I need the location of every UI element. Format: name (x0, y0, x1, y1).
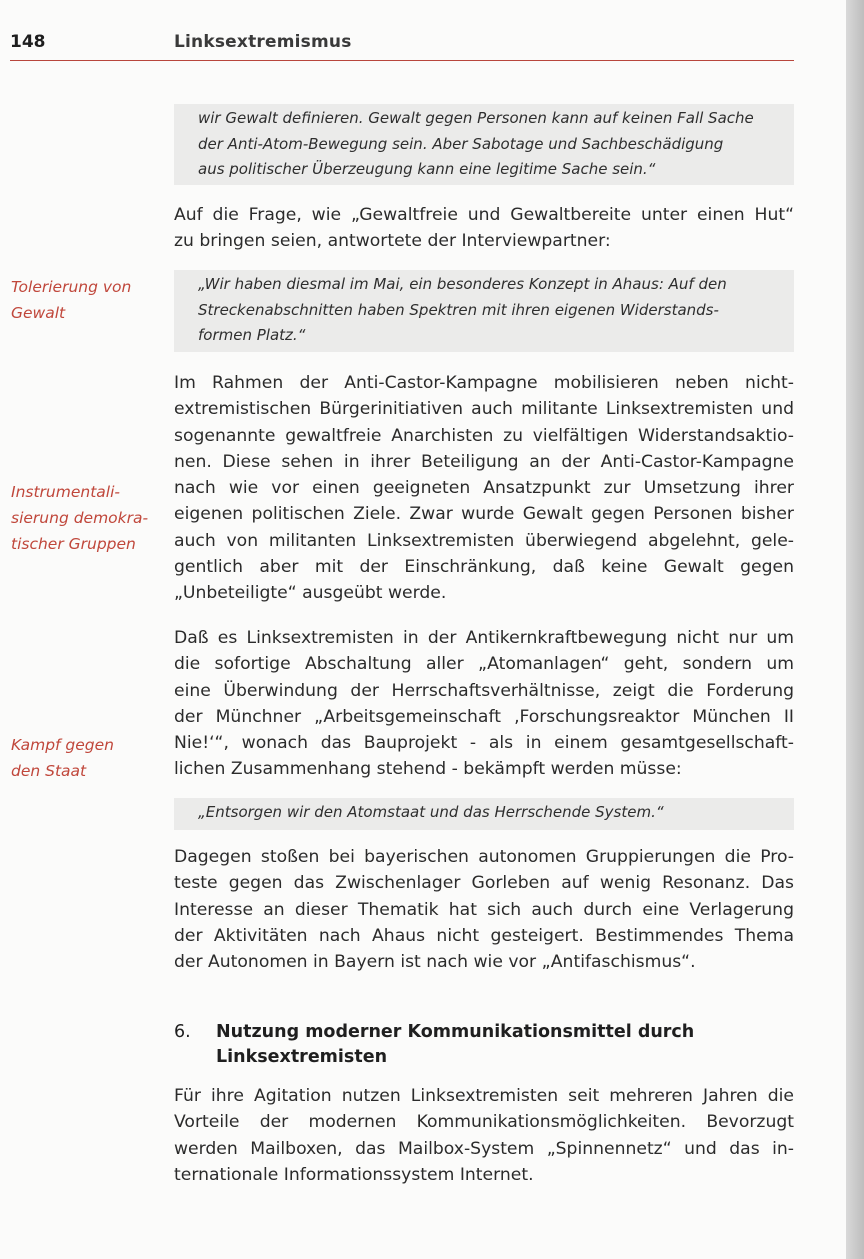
text-line: der Münchner „Arbeitsgemeinschaft ‚Forschungsreaktor München II (174, 706, 794, 727)
paragraph-3 (174, 625, 794, 783)
margin-note-line: Tolerierung von (11, 278, 132, 296)
paragraph-2 (174, 370, 794, 607)
text-line: Auf die Frage, wie „Gewaltfreie und Gewaltbereite unter einen Hut“ (174, 205, 794, 225)
text-line: der Autonomen in Bayern ist nach wie vor „Antifaschismus“. (174, 952, 696, 973)
paragraph-4 (174, 844, 794, 975)
text-line: eigenen politischen Ziele. Zwar wurde Gewalt gegen Personen bisher (174, 504, 794, 525)
text-line: die sofortige Abschaltung aller „Atomanlagen“ geht, sondern um (174, 654, 794, 675)
quote-block-2 (174, 270, 794, 352)
text-line: extremistischen Bürgerinitiativen auch militante Linksextremisten und (174, 399, 794, 420)
quote-line: wir Gewalt definieren. Gewalt gegen Personen kann auf keinen Fall Sache (198, 109, 754, 127)
text-line: lichen Zusammenhang stehend - bekämpft werden müsse: (174, 759, 682, 780)
section-number: 6. (174, 1022, 191, 1042)
margin-note-line: Instrumentali- (11, 483, 120, 501)
section-title (216, 1020, 694, 1070)
margin-note-line: Gewalt (11, 304, 66, 322)
page-number: 148 (10, 32, 46, 52)
quote-line: formen Platz.“ (198, 326, 306, 344)
paragraph-5 (174, 1083, 794, 1188)
text-line: nen. Diese sehen in ihrer Beteiligung an der Anti-Castor-Kampagne (174, 451, 794, 472)
quote-line: „Entsorgen wir den Atomstaat und das Herrschende System.“ (198, 803, 664, 821)
margin-note-2 (11, 479, 161, 557)
text-line: Dagegen stoßen bei bayerischen autonomen Gruppierungen die Pro- (174, 847, 794, 867)
text-line: „Unbeteiligte“ ausgeübt werde. (174, 583, 447, 604)
quote-block-1 (174, 104, 794, 185)
text-line: Interesse an dieser Thematik hat sich auch durch eine Verlagerung (174, 899, 794, 920)
quote-line: „Wir haben diesmal im Mai, ein besonderes Konzept in Ahaus: Auf den (198, 275, 727, 293)
margin-note-3 (11, 732, 161, 784)
text-line: Für ihre Agitation nutzen Linksextremisten seit mehreren Jahren die (174, 1086, 794, 1106)
quote-line: aus politischer Überzeugung kann eine legitime Sache sein.“ (198, 160, 656, 178)
text-line: zu bringen seien, antwortete der Interviewpartner: (174, 231, 611, 252)
text-line: nach wie vor einen geeigneten Ansatzpunkt zur Umsetzung ihrer (174, 478, 794, 499)
text-line: werden Mailboxen, das Mailbox-System „Spinnennetz“ und das in- (174, 1138, 794, 1159)
margin-note-line: Kampf gegen (11, 736, 115, 754)
text-line: der Aktivitäten nach Ahaus nicht gesteigert. Bestimmendes Thema (174, 925, 794, 946)
text-line: sogenannte gewaltfreie Anarchisten zu vielfältigen Widerstandsaktio- (174, 425, 794, 446)
page-right-edge (846, 0, 864, 1259)
margin-note-line: tischer Gruppen (11, 535, 136, 553)
paragraph-1 (174, 202, 794, 255)
section-title-line: Nutzung moderner Kommunikationsmittel durch (216, 1022, 695, 1042)
text-line: Daß es Linksextremisten in der Antikernkraftbewegung nicht nur um (174, 628, 794, 648)
text-line: Vorteile der modernen Kommunikationsmöglichkeiten. Bevorzugt (174, 1112, 794, 1133)
text-line: auch von militanten Linksextremisten überwiegend abgelehnt, gele- (174, 530, 794, 551)
margin-note-1 (11, 274, 161, 326)
text-line: eine Überwindung der Herrschaftsverhältnisse, zeigt die Forderung (174, 680, 794, 701)
margin-note-line: sierung demokra- (11, 509, 149, 527)
running-head: Linksextremismus (174, 32, 352, 52)
margin-note-line: den Staat (11, 762, 87, 780)
text-line: gentlich aber mit der Einschränkung, daß keine Gewalt gegen (174, 557, 794, 578)
quote-block-3 (174, 798, 794, 830)
section-title-line: Linksextremisten (216, 1047, 388, 1067)
page-header (10, 30, 794, 61)
quote-line: Streckenabschnitten haben Spektren mit ihren eigenen Widerstands- (198, 300, 719, 319)
text-line: Nie!‘“, wonach das Bauprojekt - als in einem gesamtgesellschaft- (174, 733, 794, 754)
text-line: Im Rahmen der Anti-Castor-Kampagne mobilisieren neben nicht- (174, 373, 794, 393)
text-line: teste gegen das Zwischenlager Gorleben auf wenig Resonanz. Das (174, 873, 794, 894)
text-line: ternationale Informationssystem Internet. (174, 1164, 534, 1185)
quote-line: der Anti-Atom-Bewegung sein. Aber Sabotage und Sachbeschädigung (198, 134, 724, 153)
